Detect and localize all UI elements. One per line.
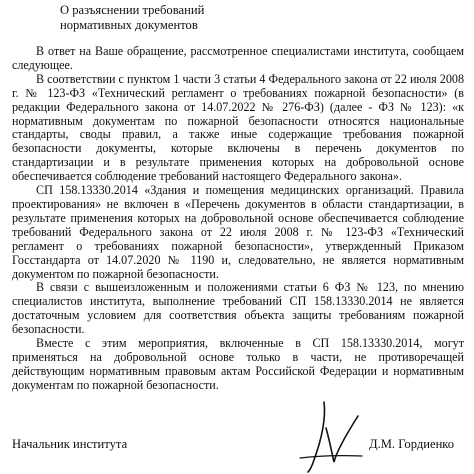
paragraph-sp-status: СП 158.13330.2014 «Здания и помещения медицинских организаций. Правила проектирования» не включен в «Перечень документов в области стандартизации, в результате применения которых на добровольной основе обеспечивается соблюдение требований Федерального закона от 22 июля 2008 г. № 123-ФЗ «Технический регламент о требованиях пожарной безопасности», утвержденный Приказом Госстандарта от 14.07.2020 № 1190 и, следовательно, не является нормативным документом по пожарной безопасности. — [12, 183, 464, 281]
signatory-name: Д.М. Гордиенко — [369, 437, 455, 451]
paragraph-conclusion: В связи с вышеизложенным и положениями статьи 6 ФЗ № 123, по мнению специалистов института, выполнение требований СП 158.13330.2014 не является достаточным условием для соответствия объекта защиты требованиям пожарной безопасности. — [12, 280, 464, 337]
signatory-role: Начальник института — [12, 437, 128, 451]
paragraph-law-reference: В соответствии с пунктом 1 части 3 статьи 4 Федерального закона от 22 июля 2008 г. № 123-ФЗ «Технический регламент о требованиях пожарной безопасности» (в редакции Федерального закона от 14.07.2022 № 276-ФЗ) (далее - ФЗ № 123): «к нормативным документам по пожарной безопасности относятся национальные стандарты, своды правил, а также иные содержащие требования пожарной безопасности документы, которые включены в перечень документов по стандартизации и в результате применения которых на добровольной основе обеспечивается соблюдение требований настоящего Федерального закона». — [12, 71, 464, 184]
subject-line-1: О разъяснении требований — [60, 3, 205, 17]
paragraph-intro: В ответ на Ваше обращение, рассмотренное специалистами института, сообщаем следующее. — [12, 44, 464, 72]
handwritten-signature — [296, 398, 366, 474]
letter-subject — [60, 3, 204, 33]
letter-body — [12, 45, 464, 393]
paragraph-voluntary-application: Вместе с этим мероприятия, включенные в СП 158.13330.2014, могут применяться на добровольной основе только в части, не противоречащей действующим нормативным правовым актам Российской Федерации и нормативным документам по пожарной безопасности. — [12, 336, 464, 392]
subject-line-2: нормативных документов — [60, 18, 198, 32]
